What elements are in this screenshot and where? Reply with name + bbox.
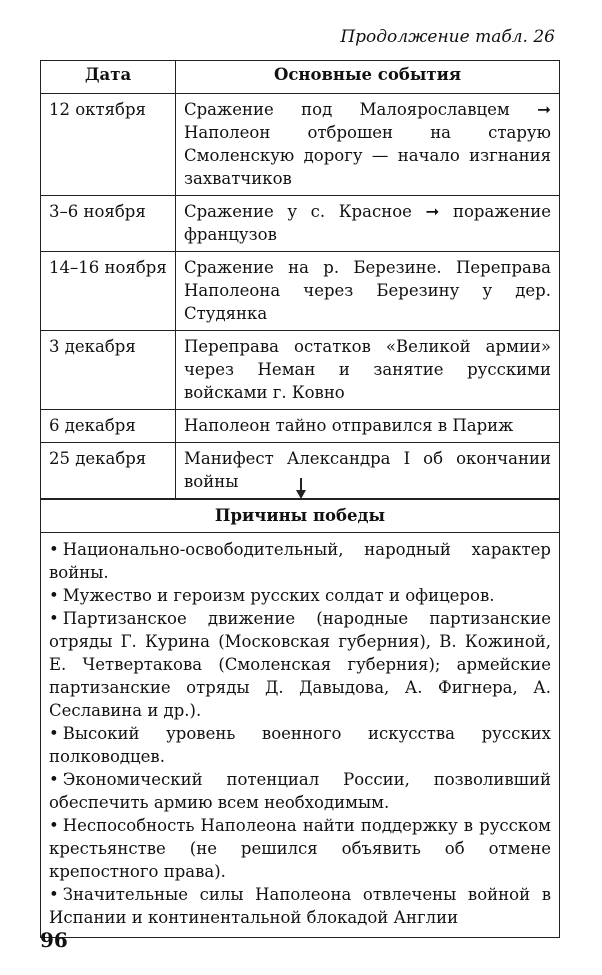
page-number: 96 [40, 928, 68, 952]
row-date: 3–6 ноября [41, 196, 176, 252]
bullet-icon: • [49, 540, 59, 559]
table-row [41, 331, 560, 410]
table-header-row [41, 61, 560, 94]
list-item [49, 607, 551, 722]
down-arrow-icon [296, 490, 306, 499]
table-caption: Продолжение табл. 26 [340, 27, 555, 47]
victory-reasons-box [40, 499, 560, 938]
header-events: Основные события [176, 61, 560, 94]
row-date: 6 декабря [41, 410, 176, 443]
list-item [49, 883, 551, 929]
row-event: Сражение на р. Березине. Переправа Наполеона через Березину у дер. Студянка [176, 252, 560, 331]
list-item-text: Значительные силы Наполеона отвлечены войной в Испании и континентальной блокадой Англии [49, 885, 551, 927]
bullet-icon: • [49, 586, 59, 605]
bullet-icon: • [49, 724, 59, 743]
table-row [41, 94, 560, 196]
list-item-text: Национально-освободительный, народный характер войны. [49, 540, 551, 582]
header-date: Дата [41, 61, 176, 94]
victory-reasons-list [41, 533, 559, 937]
table-row [41, 410, 560, 443]
row-date: 25 декабря [41, 443, 176, 499]
bullet-icon: • [49, 609, 59, 628]
table-row [41, 252, 560, 331]
list-item-text: Мужество и героизм русских солдат и офицеров. [62, 586, 495, 605]
bullet-icon: • [49, 885, 59, 904]
row-date: 3 декабря [41, 331, 176, 410]
list-item-text: Партизанское движение (народные партизанские отряды Г. Курина (Московская губерния), В. Кожиной, Е. Четвертакова (Смоленская губерния); армейские партизанские отряды Д. Давыдова, А. Фигнера, А. Сеславина и др.). [49, 609, 551, 720]
row-event: Манифест Александра I об окончании войны [176, 443, 560, 499]
row-event: Сражение у с. Красное ➞ поражение французов [176, 196, 560, 252]
list-item [49, 584, 551, 607]
row-event: Наполеон тайно отправился в Париж [176, 410, 560, 443]
list-item [49, 722, 551, 768]
list-item-text: Высокий уровень военного искусства русских полководцев. [49, 724, 551, 766]
row-date: 14–16 ноября [41, 252, 176, 331]
list-item-text: Неспособность Наполеона найти поддержку в русском крестьянстве (не решился объявить об отмене крепостного права). [49, 816, 551, 881]
events-table [40, 60, 560, 499]
table-row [41, 196, 560, 252]
list-item [49, 814, 551, 883]
row-event: Переправа остатков «Великой армии» через Неман и занятие русскими войсками г. Ковно [176, 331, 560, 410]
row-event: Сражение под Малоярославцем ➞ Наполеон отброшен на старую Смоленскую дорогу — начало изгнания захватчиков [176, 94, 560, 196]
victory-reasons-title: Причины победы [41, 500, 559, 533]
list-item [49, 538, 551, 584]
list-item [49, 768, 551, 814]
bullet-icon: • [49, 770, 59, 789]
row-date: 12 октября [41, 94, 176, 196]
list-item-text: Экономический потенциал России, позволивший обеспечить армию всем необходимым. [49, 770, 551, 812]
bullet-icon: • [49, 816, 59, 835]
